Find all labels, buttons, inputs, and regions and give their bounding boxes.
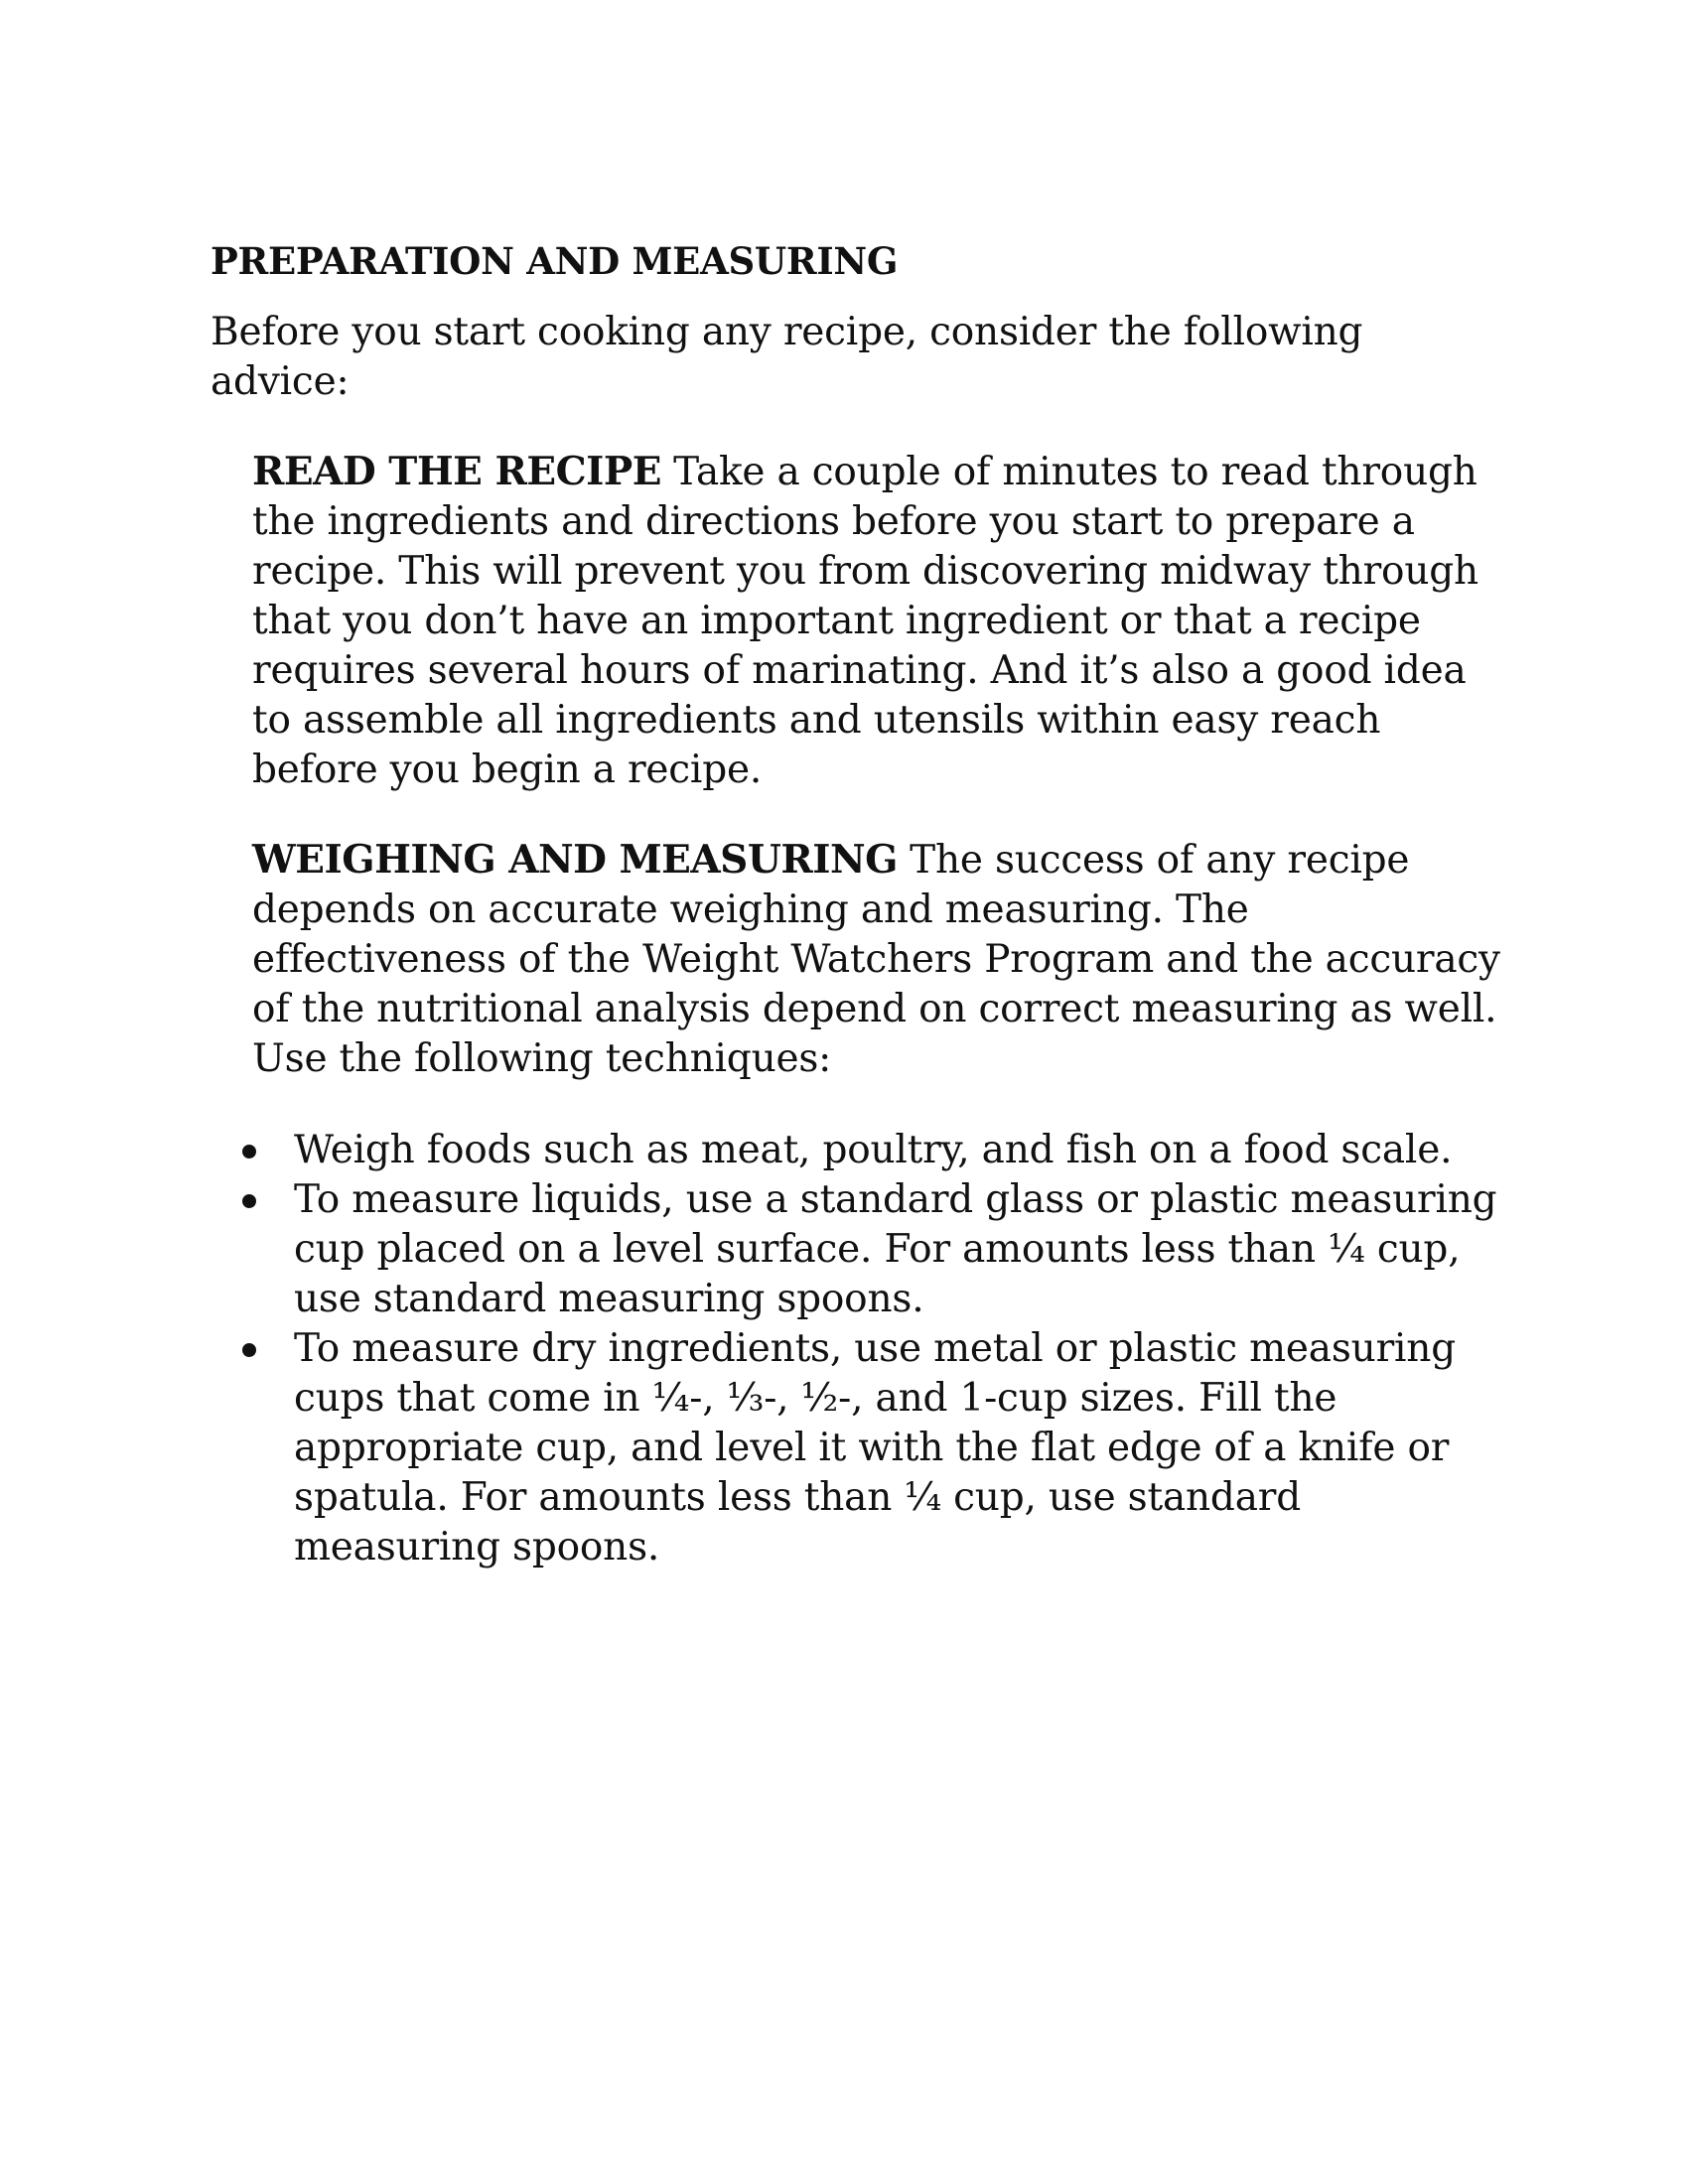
list-item-text: To measure liquids, use a standard glass or plastic measuring cup placed on a level surface. For amounts less than ¼ cup, use standard measuring spoons. xyxy=(294,1177,1497,1321)
list-item xyxy=(242,1324,1513,1572)
bullet-dot-icon xyxy=(242,1194,256,1208)
document-page xyxy=(211,238,1501,1572)
section-term: READ THE RECIPE xyxy=(252,449,661,494)
techniques-list xyxy=(242,1126,1513,1572)
bullet-dot-icon xyxy=(242,1145,256,1159)
section-body: The success of any recipe depends on accurate weighing and measuring. The effectiveness of the Weight Watchers Program and the accuracy of the nutritional analysis depend on correct measuring as well. Use the following techniques: xyxy=(252,838,1500,1081)
section-body: Take a couple of minutes to read through the ingredients and directions before you start to prepare a recipe. This will prevent you from discovering midway through that you don’t have an important ingredient or that a recipe requires several hours of marinating. And it’s also a good idea to assemble all ingredients and utensils within easy reach before you begin a recipe. xyxy=(252,450,1478,792)
list-item-text: To measure dry ingredients, use metal or plastic measuring cups that come in ¼-, ⅓-, ½-, and 1-cup sizes. Fill the appropriate cup, and level it with the flat edge of a knife or spatula. For amounts less than ¼ cup, use standard measuring spoons. xyxy=(294,1326,1456,1570)
bullet-dot-icon xyxy=(242,1343,256,1357)
section-read-the-recipe xyxy=(252,447,1503,795)
section-term: WEIGHING AND MEASURING xyxy=(252,837,898,883)
intro-paragraph: Before you start cooking any recipe, consider the following advice: xyxy=(211,310,1363,404)
section-weighing-and-measuring xyxy=(252,835,1503,1084)
list-item xyxy=(242,1126,1513,1175)
list-item xyxy=(242,1175,1513,1324)
list-item-text: Weigh foods such as meat, poultry, and fish on a food scale. xyxy=(294,1128,1453,1172)
page-heading: PREPARATION AND MEASURING xyxy=(211,239,899,283)
